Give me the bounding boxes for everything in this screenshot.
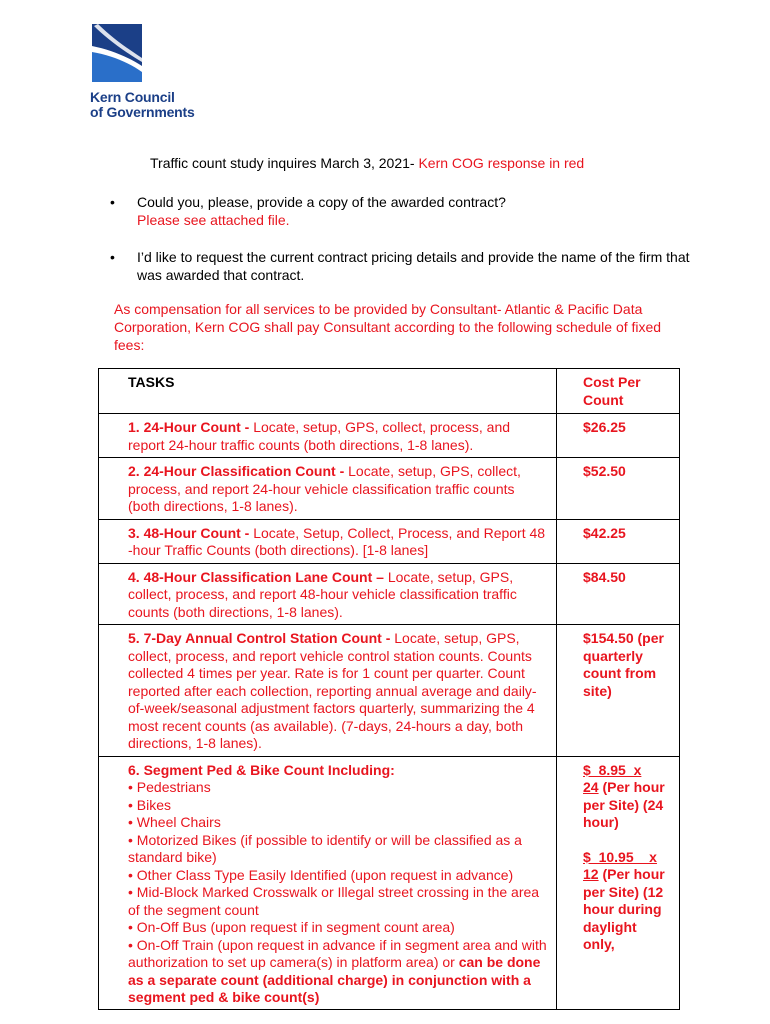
segment-item: • Motorized Bikes (if possible to identify or will be classified as a standard bike) bbox=[128, 831, 522, 865]
table-row bbox=[99, 458, 680, 520]
task-title: 5. 7-Day Annual Control Station Count - bbox=[128, 630, 391, 646]
bullet-dot-icon: • bbox=[110, 194, 115, 210]
task-title: 2. 24-Hour Classification Count - bbox=[128, 463, 345, 479]
segment-item: • Wheel Chairs bbox=[128, 814, 221, 830]
cost-12-note: (Per hour per Site) (12 hour during daylight only, bbox=[583, 866, 665, 952]
table-header-row bbox=[99, 369, 680, 414]
task-title: 3. 48-Hour Count - bbox=[128, 524, 250, 541]
task-cost: $84.50 bbox=[557, 563, 680, 625]
segment-item: • On-Off Bus (upon request if in segment count area) bbox=[128, 919, 455, 935]
cost-24-rate: $_8.95_x bbox=[583, 761, 642, 778]
bullet-answer: Please see attached file. bbox=[137, 212, 290, 228]
header-cost: Cost Per Count bbox=[557, 369, 680, 414]
task-desc: Locate, setup, GPS, collect, process, and report vehicle control station counts. Counts collected 4 times per year. Rate is for 1 count per quarter. Count reported after each collection, reporting annual average and daily-of-week/seasonal adjustment factors quarterly, summarizing the 4 most recent counts (as available). (7-days, 24-hours a day, both directions, 1-8 lanes). bbox=[128, 630, 537, 751]
table-row bbox=[99, 519, 680, 563]
logo-line-2: of Governments bbox=[90, 104, 195, 120]
cost-12-rate: $_10.95__x bbox=[583, 848, 657, 865]
table-row bbox=[99, 414, 680, 458]
task-cost bbox=[557, 756, 680, 1009]
task-desc: Locate, setup, GPS, collect, process, and report 24-hour vehicle classification traffic counts (both directions, 1-8 lanes). bbox=[128, 463, 521, 514]
table-row bbox=[99, 756, 680, 1009]
compensation-paragraph: As compensation for all services to be provided by Consultant- Atlantic & Pacific Data Corporation, Kern COG shall pay Consultant according to the following schedule of fixed fees: bbox=[114, 301, 662, 353]
header-tasks: TASKS bbox=[99, 369, 557, 414]
task-cost: $154.50 (per quarterly count from site) bbox=[557, 625, 680, 757]
cost-24-hours: 24 bbox=[583, 779, 599, 795]
task-desc: Locate, setup, GPS, collect, process, and report 24-hour traffic counts (both directions, 1-8 lanes). bbox=[128, 419, 511, 453]
cost-12-hours: 12 bbox=[583, 866, 599, 882]
segment-item: • Bikes bbox=[128, 796, 172, 813]
cost-12-hour bbox=[583, 849, 671, 954]
page-heading bbox=[150, 155, 584, 171]
segment-last-item: • On-Off Train (upon request in advance if in segment area and with authorization to set up camera(s) in platform area) or bbox=[128, 936, 547, 970]
task-cost: $52.50 bbox=[557, 458, 680, 520]
task-desc: Locate, Setup, Collect, Process, and Report 48 -hour Traffic Counts (both directions). [1-8 lanes] bbox=[128, 524, 546, 558]
bullet-question: I’d like to request the current contract pricing details and provide the name of the firm that was awarded that contract. bbox=[137, 249, 690, 283]
kern-cog-emblem-icon bbox=[90, 22, 144, 84]
heading-response: Kern COG response in red bbox=[418, 155, 585, 171]
segment-item: • Mid-Block Marked Crosswalk or Illegal street crossing in the area of the segment count bbox=[128, 884, 540, 918]
task-title: 6. Segment Ped & Bike Count Including: bbox=[128, 761, 395, 778]
segment-last-bold: can be done as a separate count (additional charge) in conjunction with a segment ped & bike count(s) bbox=[128, 954, 541, 1005]
task-cost: $26.25 bbox=[557, 414, 680, 458]
segment-item: • Other Class Type Easily Identified (upon request in advance) bbox=[128, 866, 514, 883]
task-cost: $42.25 bbox=[557, 519, 680, 563]
bullet-dot-icon: • bbox=[110, 249, 115, 265]
bullet-question: Could you, please, provide a copy of the awarded contract? bbox=[137, 194, 506, 210]
table-row bbox=[99, 563, 680, 625]
logo-line-1: Kern Council bbox=[90, 89, 175, 105]
task-title: 1. 24-Hour Count - bbox=[128, 419, 250, 435]
table-row bbox=[99, 625, 680, 757]
fee-schedule-table bbox=[98, 368, 680, 1010]
cost-24-note: (Per hour per Site) (24 hour) bbox=[583, 779, 665, 830]
segment-item bbox=[128, 937, 548, 1007]
bullet-item-contract bbox=[110, 193, 690, 229]
segment-item: • Pedestrians bbox=[128, 779, 211, 795]
kern-cog-logo bbox=[90, 22, 210, 120]
cost-24-hour bbox=[583, 762, 671, 832]
task-desc: Locate, setup, GPS, collect, process, and report 48-hour vehicle classification traffic counts (both directions, 1-8 lanes). bbox=[128, 568, 517, 620]
task-title: 4. 48-Hour Classification Lane Count – bbox=[128, 568, 384, 585]
heading-prefix: Traffic count study inquires March 3, 2021- bbox=[150, 155, 419, 171]
bullet-item-pricing bbox=[110, 248, 690, 284]
